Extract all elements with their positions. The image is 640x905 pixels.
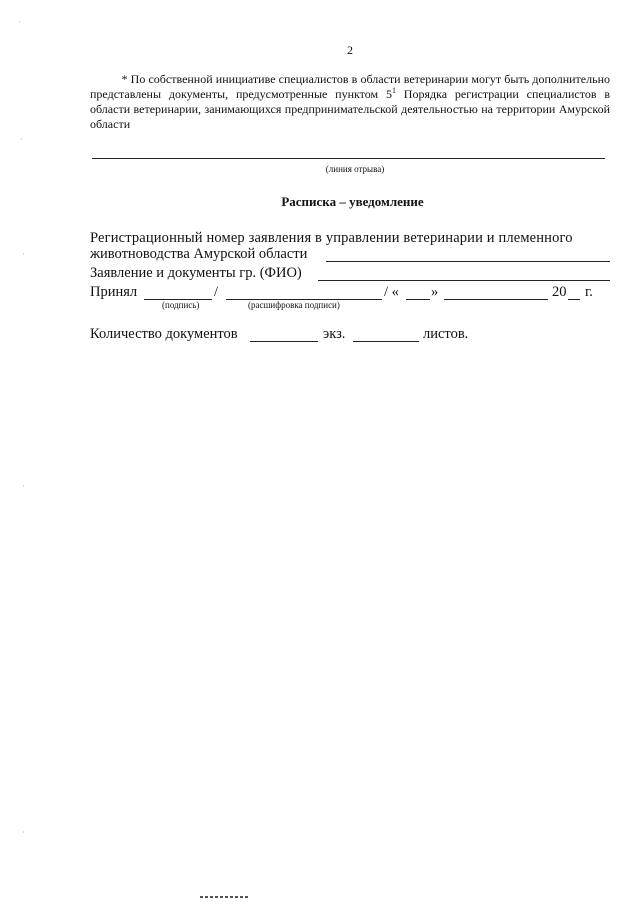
scan-dot: · [22, 482, 25, 491]
scan-artifact [200, 896, 250, 898]
registration-line-2: животноводства Амурской области [90, 246, 308, 262]
month-blank[interactable] [444, 299, 548, 300]
scan-dot: · [20, 135, 23, 144]
year-blank[interactable] [568, 299, 580, 300]
document-count-label: Количество документов [90, 326, 238, 342]
footnote [90, 72, 610, 132]
day-blank[interactable] [406, 299, 430, 300]
footnote-tail: Порядка регистрации специалистов в области ветеринарии, занимающихся предпринимательской деятельностью на территории Амурской области [90, 87, 610, 131]
registration-line-1: Регистрационный номер заявления в управлении ветеринарии и племенного [90, 230, 573, 246]
tear-line-label: (линия отрыва) [325, 164, 385, 174]
registration-number-blank[interactable] [326, 261, 610, 262]
sheets-label: листов. [423, 326, 469, 342]
copies-label: экз. [323, 326, 346, 342]
scan-dot: · [22, 250, 25, 259]
scan-dot: · [22, 828, 25, 837]
decoding-caption: (расшифровка подписи) [248, 300, 340, 310]
footnote-lead: * По собственной инициативе специалистов в области ветеринарии могут быть дополнительно представлены документы, предусмотренные пунктом 5 [90, 72, 610, 101]
slash-separator: / [214, 284, 219, 300]
accepted-label: Принял [90, 284, 138, 300]
footnote-superscript: 1 [391, 86, 396, 95]
page-number: 2 [347, 43, 353, 57]
scan-dot: · [18, 18, 21, 27]
copies-blank[interactable] [250, 341, 318, 342]
statement-label: Заявление и документы гр. (ФИО) [90, 265, 302, 281]
receipt-title: Расписка – уведомление [281, 194, 424, 209]
signature-caption: (подпись) [162, 300, 200, 310]
year-suffix: г. [585, 284, 593, 300]
date-open-quote: / « [384, 284, 399, 300]
year-prefix: 20 [552, 284, 567, 300]
tear-line [92, 158, 605, 159]
sheets-blank[interactable] [353, 341, 419, 342]
applicant-name-blank[interactable] [318, 280, 610, 281]
date-close-quote: » [431, 284, 439, 300]
